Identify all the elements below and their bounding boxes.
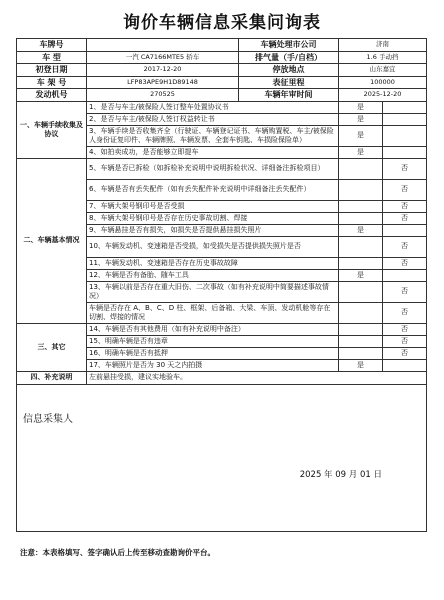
answer-no-cell [383, 224, 427, 236]
question-text: 3、车辆手续是否收集齐全（行驶证、车辆登记证书、车辆购置税、车主/被保险人身份证复印件、车辆牌照、车辆发票、全套车钥匙、车损险保险单） [87, 125, 339, 146]
question-text: 17、车辆照片是否为 30 天之内拍摄 [87, 359, 339, 371]
question-text: 2、是否与车主/被保险人签订权益转让书 [87, 113, 339, 125]
answer-yes-cell [339, 323, 383, 335]
header-row-model [17, 51, 427, 64]
supplement-label: 四、补充说明 [17, 371, 87, 384]
answer-yes-cell [339, 257, 383, 269]
disposal-company-label: 车辆处理市公司 [239, 39, 339, 52]
signature-row [17, 384, 427, 531]
question-row [17, 101, 427, 113]
model-value: 一汽 CA7166MTE5 轿车 [87, 51, 239, 64]
questions-body [17, 101, 427, 371]
answer-yes-cell: 是 [339, 224, 383, 236]
displacement-value: 1.6 手动挡 [339, 51, 427, 64]
answer-yes-cell [339, 335, 383, 347]
supplement-row [17, 371, 427, 384]
parking-label: 停放地点 [239, 64, 339, 77]
section-heading: 二、车辆基本情况 [17, 158, 87, 323]
annual-value: 2025-12-20 [339, 89, 427, 102]
odometer-label: 表征里程 [239, 76, 339, 89]
signature-area [17, 384, 427, 531]
answer-no-cell: 否 [383, 179, 427, 200]
answer-yes-cell: 是 [339, 125, 383, 146]
answer-no-cell [383, 359, 427, 371]
header-row-vin [17, 76, 427, 89]
section-heading: 一、车辆手续收集及协议 [17, 101, 87, 158]
answer-yes-cell: 是 [339, 269, 383, 281]
answer-yes-cell [339, 179, 383, 200]
answer-yes-cell [339, 347, 383, 359]
collector-label: 信息采集人 [23, 413, 73, 425]
signature-date: 2025 年 09 月 01 日 [299, 469, 382, 480]
annual-label: 车辆年审时间 [239, 89, 339, 102]
header-row-plate [17, 39, 427, 52]
question-text: 1、是否与车主/被保险人签订整车处置协议书 [87, 101, 339, 113]
answer-no-cell: 否 [383, 257, 427, 269]
answer-no-cell [383, 269, 427, 281]
answer-no-cell: 否 [383, 200, 427, 212]
question-text: 12、车辆是否有备胎、随车工具 [87, 269, 339, 281]
question-text: 13、车辆以前是否存在重大旧伤、二次事故（如有补充说明中简要描述事故情况） [87, 281, 339, 302]
displacement-label: 排气量（手/自档） [239, 51, 339, 64]
answer-yes-cell: 是 [339, 113, 383, 125]
plate-label: 车牌号 [17, 39, 87, 52]
answer-no-cell [383, 146, 427, 158]
question-text: 7、车辆大架号钢印号是否受损 [87, 200, 339, 212]
odometer-value: 100000 [339, 76, 427, 89]
first-reg-value: 2017-12-20 [87, 64, 239, 77]
first-reg-label: 初登日期 [17, 64, 87, 77]
question-text: 4、如拍卖成功，是否能够立即提车 [87, 146, 339, 158]
answer-no-cell [383, 113, 427, 125]
answer-yes-cell [339, 281, 383, 302]
engine-value: 270525 [87, 89, 239, 102]
header-row-first-reg [17, 64, 427, 77]
question-text: 16、明确车辆是否有抵押 [87, 347, 339, 359]
question-row [17, 158, 427, 179]
engine-label: 发动机号 [17, 89, 87, 102]
answer-no-cell: 否 [383, 212, 427, 224]
supplement-text: 左前悬挂受损，建议实地验车。 [87, 371, 427, 384]
plate-value [87, 39, 239, 52]
answer-yes-cell [339, 302, 383, 323]
answer-no-cell: 否 [383, 158, 427, 179]
section-heading: 三、其它 [17, 323, 87, 371]
form-title: 询价车辆信息采集问询表 [123, 13, 321, 33]
answer-no-cell: 否 [383, 302, 427, 323]
question-text: 6、车辆是否有丢失配件（如有丢失配件补充说明中详细备注丢失配件） [87, 179, 339, 200]
question-text: 8、车辆大架号钢印号是否存在历史事故切割、焊接 [87, 212, 339, 224]
answer-no-cell: 否 [383, 335, 427, 347]
question-text: 9、车辆悬挂是否有损失，如损失是否提供悬挂损失照片 [87, 224, 339, 236]
model-label: 车 型 [17, 51, 87, 64]
question-text: 5、车辆是否已拆检（如拆检补充说明中说明拆检状况、详细备注拆检项目） [87, 158, 339, 179]
parking-value: 山东嘉宜 [339, 64, 427, 77]
question-text: 14、车辆是否有其他费用（如有补充说明中备注） [87, 323, 339, 335]
disposal-company-value: 济南 [339, 39, 427, 52]
question-text: 车辆是否存在 A、B、C、D 柱、框架、后备箱、大梁、车顶、发动机舱等存在切割、焊接的情况 [87, 302, 339, 323]
answer-no-cell: 否 [383, 236, 427, 257]
answer-yes-cell: 是 [339, 101, 383, 113]
vin-label: 车 架 号 [17, 76, 87, 89]
answer-yes-cell [339, 236, 383, 257]
answer-no-cell: 否 [383, 281, 427, 302]
answer-yes-cell [339, 212, 383, 224]
question-row [17, 323, 427, 335]
answer-no-cell [383, 101, 427, 113]
header-row-engine [17, 89, 427, 102]
answer-no-cell [383, 125, 427, 146]
footer-note: 注意：本表格填写、签字确认后上传至移动查勘询价平台。 [20, 548, 215, 557]
question-text: 10、车辆发动机、变速箱是否受损，如受损失是否提供损失照片是否 [87, 236, 339, 257]
inquiry-form-table [16, 38, 427, 532]
answer-yes-cell [339, 200, 383, 212]
answer-no-cell: 否 [383, 347, 427, 359]
answer-no-cell: 否 [383, 323, 427, 335]
answer-yes-cell [339, 158, 383, 179]
question-text: 15、明确车辆是否有违章 [87, 335, 339, 347]
answer-yes-cell: 是 [339, 359, 383, 371]
question-text: 11、车辆发动机、变速箱是否存在历史事故故障 [87, 257, 339, 269]
vin-value: LFP83APE9H1D89148 [87, 76, 239, 89]
answer-yes-cell: 是 [339, 146, 383, 158]
